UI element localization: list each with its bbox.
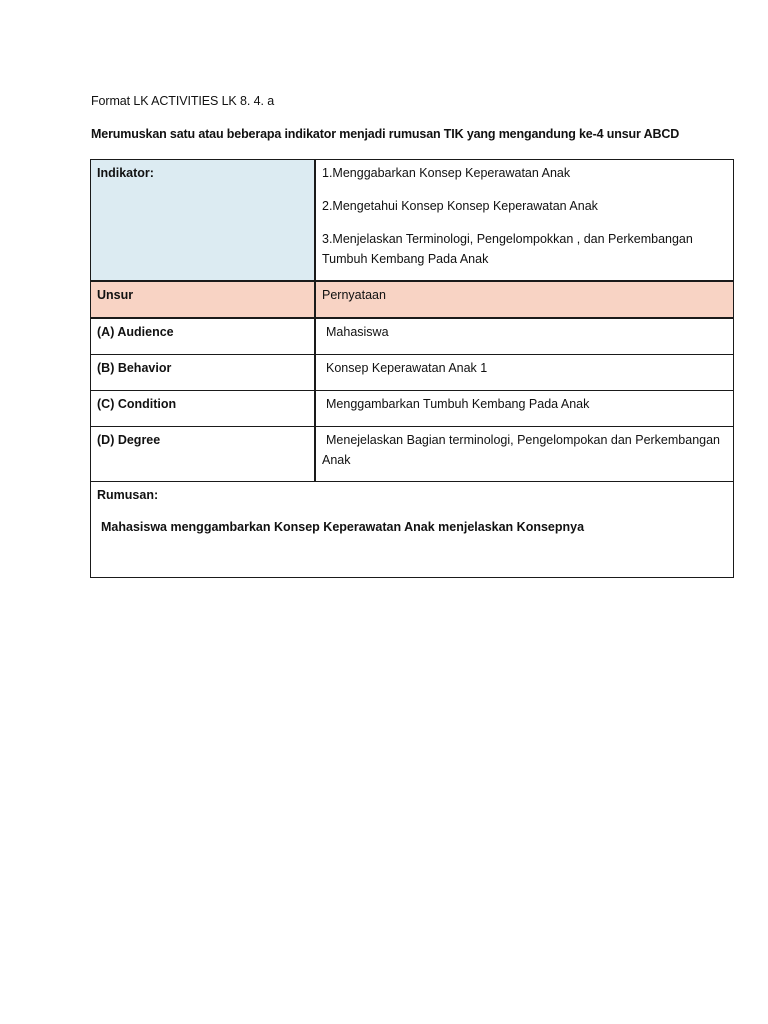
table-row-degree	[91, 427, 734, 482]
table-row-condition	[91, 391, 734, 427]
audience-value: Mahasiswa	[326, 325, 389, 339]
unsur-header-label: Unsur	[91, 281, 316, 318]
audience-value-cell	[315, 318, 734, 355]
degree-label: (D) Degree	[91, 427, 316, 482]
indikator-item-2: 2.Mengetahui Konsep Konsep Keperawatan Anak	[322, 199, 598, 213]
indikator-label: Indikator:	[91, 160, 316, 282]
lk-activity-table	[90, 159, 734, 578]
pernyataan-header-label: Pernyataan	[315, 281, 734, 318]
rumusan-cell	[91, 482, 734, 578]
indikator-item-3: 3.Menjelaskan Terminologi, Pengelompokkan , dan Perkembangan Tumbuh Kembang Pada Anak	[322, 232, 693, 266]
condition-value: Menggambarkan Tumbuh Kembang Pada Anak	[326, 397, 590, 411]
degree-value: Menejelaskan Bagian terminologi, Pengelompokan dan Perkembangan Anak	[322, 433, 721, 467]
behavior-value: Konsep Keperawatan Anak 1	[326, 361, 488, 375]
indikator-list	[322, 163, 727, 269]
rumusan-label: Rumusan:	[97, 488, 159, 502]
condition-label: (C) Condition	[91, 391, 316, 427]
table-row-behavior	[91, 355, 734, 391]
document-heading: Format LK ACTIVITIES LK 8. 4. a	[91, 94, 275, 108]
behavior-label: (B) Behavior	[91, 355, 316, 391]
indikator-row	[91, 160, 734, 282]
behavior-value-cell	[315, 355, 734, 391]
audience-label: (A) Audience	[91, 318, 316, 355]
unsur-header-row	[91, 281, 734, 318]
indikator-list-cell	[315, 160, 734, 282]
indikator-item-1: 1.Menggabarkan Konsep Keperawatan Anak	[322, 166, 571, 180]
table-row-audience	[91, 318, 734, 355]
degree-value-cell	[315, 427, 734, 482]
rumusan-text: Mahasiswa menggambarkan Konsep Keperawatan Anak menjelaskan Konsepnya	[101, 520, 585, 534]
condition-value-cell	[315, 391, 734, 427]
document-subheading: Merumuskan satu atau beberapa indikator menjadi rumusan TIK yang mengandung ke-4 unsur ABCD	[91, 127, 680, 141]
rumusan-row	[91, 482, 734, 578]
